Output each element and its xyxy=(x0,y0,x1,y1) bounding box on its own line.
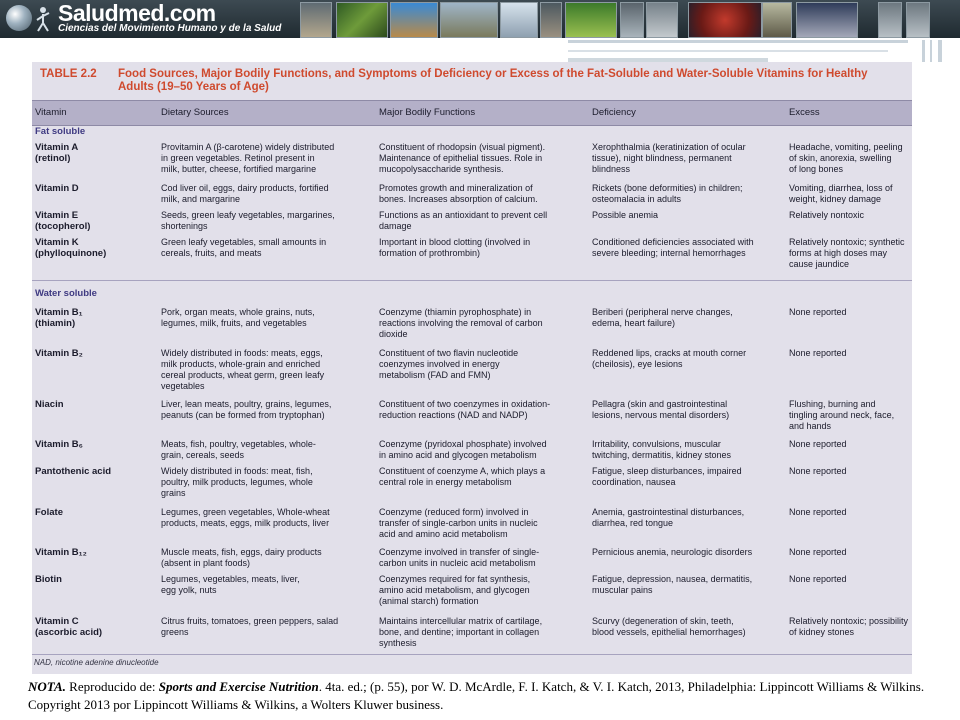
cell-functions: Constituent of two coenzymes in oxidation- reduction reactions (NAD and NADP) xyxy=(379,399,551,420)
column-header-deficiency: Deficiency xyxy=(592,107,636,118)
logo-title[interactable]: Saludmed.com xyxy=(58,0,216,26)
cell-deficiency: Xerophthalmia (keratinization of ocular tissue), night blindness, permanent blindness xyxy=(592,142,746,174)
note-label: NOTA. xyxy=(28,679,66,694)
cell-deficiency: Anemia, gastrointestinal disturbances, diarrhea, red tongue xyxy=(592,507,745,528)
decorative-line xyxy=(938,40,942,62)
cell-sources: Widely distributed in foods: meats, eggs, milk products, whole-grain and enriched cereal products, wheat germ, green leafy vegetables xyxy=(161,348,325,391)
cell-deficiency: Pellagra (skin and gastrointestinal lesions, nervous mental disorders) xyxy=(592,399,730,420)
cell-functions: Important in blood clotting (involved in formation of prothrombin) xyxy=(379,237,531,258)
cell-functions: Coenzyme involved in transfer of single- carbon units in nucleic acid metabolism xyxy=(379,547,540,568)
photo-treadmill-2 xyxy=(906,2,930,38)
cell-deficiency: Conditioned deficiencies associated with severe bleeding; internal hemorrhages xyxy=(592,237,754,258)
cell-vitamin: Vitamin B₂ xyxy=(35,348,83,359)
cell-excess: Relatively nontoxic; possibility of kidney stones xyxy=(789,616,909,637)
logo-globe-icon xyxy=(6,5,32,31)
cell-functions: Coenzyme (pyridoxal phosphate) involved in amino acid and glycogen metabolism xyxy=(379,439,547,460)
photo-leaves xyxy=(336,2,388,38)
photo-runner-1 xyxy=(300,2,332,38)
cell-vitamin: Biotin xyxy=(35,574,62,585)
note-text-2: . 4ta. ed.; (p. 55), por W. D. McArdle, F. I. Katch, & V. I. Katch, 2013, Philadelphia: Lippincott Williams & Wilkins. Copyright 2013 por Lippincott Williams & Wilkins, a Wolters Kluwer business. xyxy=(28,679,925,712)
cell-excess: None reported xyxy=(789,507,847,517)
note-text-1: Reproducido de: xyxy=(65,679,159,694)
column-header-excess: Excess xyxy=(789,107,820,118)
cell-vitamin: Vitamin A (retinol) xyxy=(35,142,79,164)
cell-vitamin: Folate xyxy=(35,507,63,518)
cell-sources: Pork, organ meats, whole grains, nuts, legumes, milk, fruits, and vegetables xyxy=(161,307,315,328)
cell-excess: None reported xyxy=(789,439,847,449)
cell-functions: Maintains intercellular matrix of cartilage, bone, and dentine; important in collagen synthesis xyxy=(379,616,543,648)
cell-vitamin: Vitamin C (ascorbic acid) xyxy=(35,616,103,638)
cell-sources: Citrus fruits, tomatoes, green peppers, salad greens xyxy=(161,616,339,637)
table-number: TABLE 2.2 xyxy=(40,68,97,80)
cell-functions: Functions as an antioxidant to prevent cell damage xyxy=(379,210,548,231)
cell-sources: Provitamin A (β-carotene) widely distributed in green vegetables. Retinol present in milk, butter, cheese, fortified margarine xyxy=(161,142,335,174)
cell-functions: Constituent of two flavin nucleotide coenzymes involved in energy metabolism (FAD and FMN) xyxy=(379,348,519,380)
cell-deficiency: Rickets (bone deformities) in children; osteomalacia in adults xyxy=(592,183,743,204)
cell-functions: Promotes growth and mineralization of bones. Increases absorption of calcium. xyxy=(379,183,538,204)
cell-deficiency: Irritability, convulsions, muscular twitching, dermatitis, kidney stones xyxy=(592,439,732,460)
cell-vitamin: Vitamin B₁ (thiamin) xyxy=(35,307,83,329)
site-header-banner xyxy=(0,0,960,38)
cell-sources: Liver, lean meats, poultry, grains, legumes, peanuts (can be formed from tryptophan) xyxy=(161,399,332,420)
cell-sources: Muscle meats, fish, eggs, dairy products (absent in plant foods) xyxy=(161,547,322,568)
cell-excess: Vomiting, diarrhea, loss of weight, kidney damage xyxy=(789,183,893,204)
photo-cyclist xyxy=(620,2,644,38)
photo-heart xyxy=(688,2,762,38)
cell-excess: Headache, vomiting, peeling of skin, anorexia, swelling of long bones xyxy=(789,142,903,174)
cell-vitamin: Vitamin B₆ xyxy=(35,439,83,450)
cell-vitamin: Vitamin E (tocopherol) xyxy=(35,210,91,232)
photo-skeleton xyxy=(796,2,858,38)
decorative-line xyxy=(568,40,908,43)
cell-excess: Relatively nontoxic; synthetic forms at high doses may cause jaundice xyxy=(789,237,905,269)
photo-climbers xyxy=(390,2,438,38)
cell-functions: Coenzyme (reduced form) involved in transfer of single-carbon units in nucleic acid and amino acid metabolism xyxy=(379,507,538,539)
cell-excess: None reported xyxy=(789,307,847,317)
cell-excess: None reported xyxy=(789,547,847,557)
decorative-line xyxy=(930,40,932,62)
cell-sources: Legumes, green vegetables, Whole-wheat products, meats, eggs, milk products, liver xyxy=(161,507,330,528)
section-label-water-soluble: Water soluble xyxy=(35,288,97,299)
cell-deficiency: Fatigue, sleep disturbances, impaired coordination, nausea xyxy=(592,466,742,487)
cell-vitamin: Vitamin B₁₂ xyxy=(35,547,87,558)
cell-functions: Constituent of rhodopsin (visual pigment). Maintenance of epithelial tissues. Role in mucopolysaccharide synthesis. xyxy=(379,142,546,174)
note-book-title: Sports and Exercise Nutrition xyxy=(158,679,319,694)
cell-sources: Green leafy vegetables, small amounts in cereals, fruits, and meats xyxy=(161,237,327,258)
cell-sources: Legumes, vegetables, meats, liver, egg yolk, nuts xyxy=(161,574,300,595)
cell-vitamin: Niacin xyxy=(35,399,64,410)
photo-jumper xyxy=(500,2,538,38)
cell-deficiency: Possible anemia xyxy=(592,210,659,220)
cell-excess: None reported xyxy=(789,574,847,584)
photo-group xyxy=(646,2,678,38)
table-header-row xyxy=(32,100,912,126)
photo-stretching xyxy=(565,2,617,38)
table-title: Food Sources, Major Bodily Functions, and Symptoms of Deficiency or Excess of the Fat-Soluble and Water-Soluble Vitamins for Healthy Adults (19–50 Years of Age) xyxy=(118,68,868,93)
cell-functions: Coenzyme (thiamin pyrophosphate) in reactions involving the removal of carbon dioxide xyxy=(379,307,543,339)
cell-excess: None reported xyxy=(789,466,847,476)
photo-treadmill-1 xyxy=(878,2,902,38)
cell-vitamin: Vitamin K (phylloquinone) xyxy=(35,237,107,259)
cell-functions: Coenzymes required for fat synthesis, amino acid metabolism, and glycogen (animal starch) formation xyxy=(379,574,531,606)
cell-sources: Widely distributed in foods: meat, fish, poultry, milk products, legumes, whole grains xyxy=(161,466,313,498)
photo-spine xyxy=(762,2,792,38)
column-header-functions: Major Bodily Functions xyxy=(379,107,476,118)
cell-deficiency: Scurvy (degeneration of skin, teeth, blood vessels, epithelial hemorrhages) xyxy=(592,616,746,637)
decorative-line xyxy=(922,40,925,62)
source-note xyxy=(28,678,948,714)
cell-deficiency: Pernicious anemia, neurologic disorders xyxy=(592,547,753,557)
cell-sources: Meats, fish, poultry, vegetables, whole- grain, cereals, seeds xyxy=(161,439,316,460)
cell-excess: Flushing, burning and tingling around neck, face, and hands xyxy=(789,399,895,431)
cell-sources: Seeds, green leafy vegetables, margarines, shortenings xyxy=(161,210,335,231)
cell-deficiency: Beriberi (peripheral nerve changes, edema, heart failure) xyxy=(592,307,733,328)
section-label-fat-soluble: Fat soluble xyxy=(35,126,86,137)
cell-deficiency: Reddened lips, cracks at mouth corner (cheilosis), eye lesions xyxy=(592,348,747,369)
footnote-divider xyxy=(32,654,912,655)
cell-excess: Relatively nontoxic xyxy=(789,210,865,220)
vitamins-table xyxy=(32,62,912,674)
cell-vitamin: Pantothenic acid xyxy=(35,466,112,477)
decorative-line xyxy=(568,50,888,52)
table-footnote: NAD, nicotine adenine dinucleotide xyxy=(34,658,159,667)
section-divider xyxy=(32,280,912,281)
logo-subtitle: Ciencias del Movimiento Humano y de la Salud xyxy=(58,23,282,34)
column-header-vitamin: Vitamin xyxy=(35,107,67,118)
cell-deficiency: Fatigue, depression, nausea, dermatitis, muscular pains xyxy=(592,574,753,595)
cell-sources: Cod liver oil, eggs, dairy products, fortified milk, and margarine xyxy=(161,183,329,204)
cell-functions: Constituent of coenzyme A, which plays a central role in energy metabolism xyxy=(379,466,546,487)
cell-excess: None reported xyxy=(789,348,847,358)
cell-vitamin: Vitamin D xyxy=(35,183,79,194)
photo-runner-2 xyxy=(540,2,562,38)
logo-figure-icon xyxy=(34,6,52,32)
column-header-sources: Dietary Sources xyxy=(161,107,229,118)
photo-walkers xyxy=(440,2,498,38)
